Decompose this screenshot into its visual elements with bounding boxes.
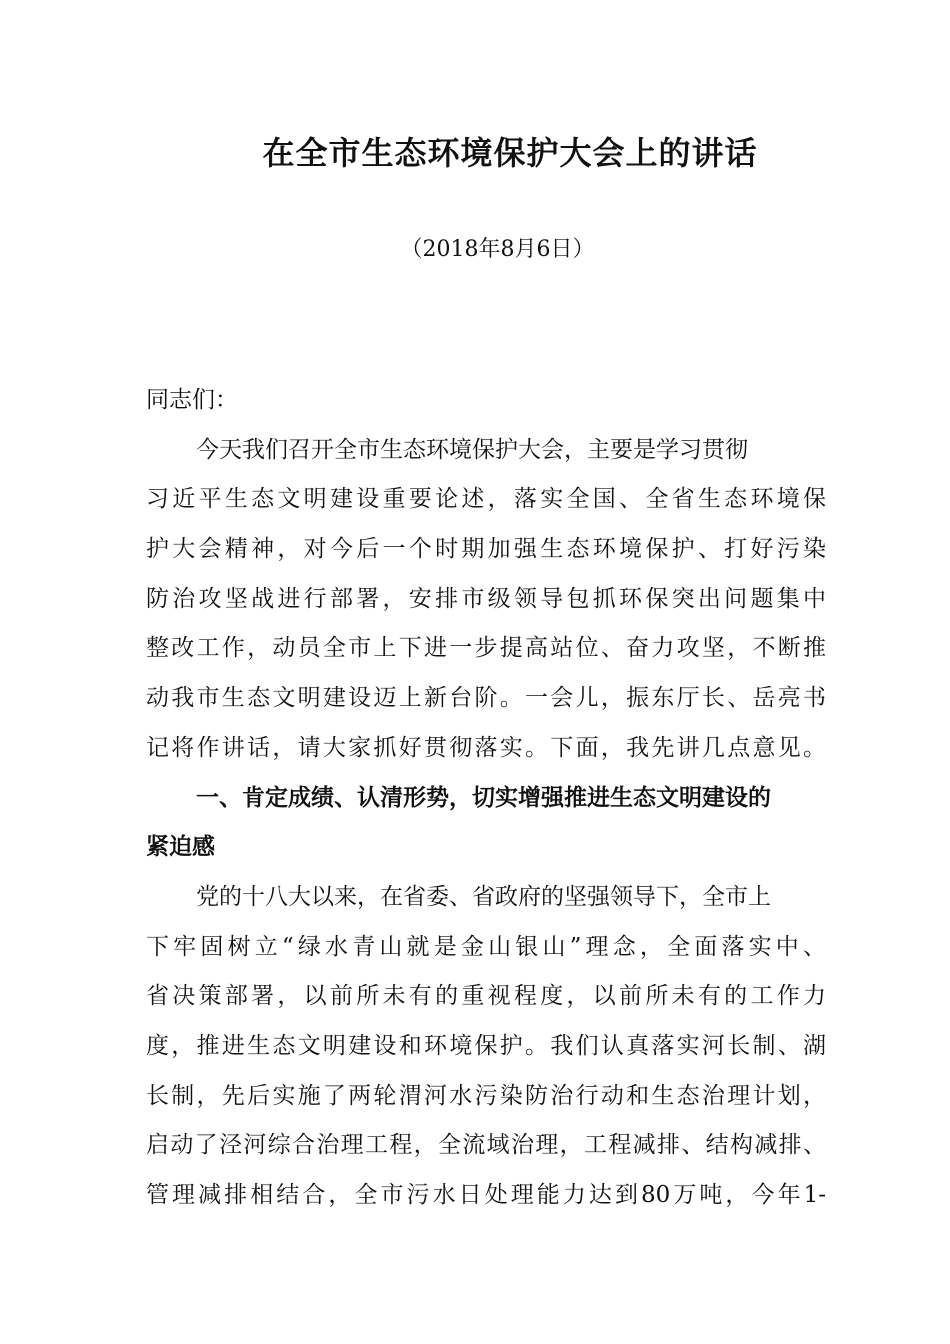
section-heading-continued: 紧迫感 — [146, 834, 215, 861]
section-heading: 一、肯定成绩、认清形势，切实增强推进生态文明建设的 — [196, 784, 771, 811]
paragraph-line: 习近平生态文明建设重要论述，落实全国、全省生态环境保 — [146, 486, 826, 513]
paragraph-line: 党的十八大以来，在省委、省政府的坚强领导下，全市上 — [196, 883, 771, 910]
paragraph-line: 护大会精神，对今后一个时期加强生态环境保护、打好污染 — [146, 536, 826, 563]
document-title: 在全市生态环境保护大会上的讲话 — [262, 134, 758, 172]
paragraph-line: 记将作讲话，请大家抓好贯彻落实。下面，我先讲几点意见。 — [146, 734, 826, 761]
paragraph-line: 动我市生态文明建设迈上新台阶。一会儿，振东厅长、岳亮书 — [146, 685, 826, 712]
paragraph-line: 启动了泾河综合治理工程，全流域治理，工程减排、结构减排、 — [146, 1132, 826, 1159]
paragraph-line: 防治攻坚战进行部署，安排市级领导包抓环保突出问题集中 — [146, 585, 826, 612]
document-date: （2018年8月6日） — [400, 237, 595, 262]
document-body — [146, 376, 826, 1221]
paragraph-line: 下牢固树立“绿水青山就是金山银山”理念，全面落实中、 — [146, 933, 826, 960]
paragraph-line: 度，推进生态文明建设和环境保护。我们认真落实河长制、湖 — [146, 1032, 826, 1059]
paragraph-line: 长制，先后实施了两轮渭河水污染防治行动和生态治理计划， — [146, 1082, 826, 1109]
paragraph-line: 今天我们召开全市生态环境保护大会，主要是学习贯彻 — [196, 436, 748, 463]
paragraph-line: 管理减排相结合，全市污水日处理能力达到80万吨，今年1- — [146, 1182, 826, 1208]
paragraph-line: 整改工作，动员全市上下进一步提高站位、奋力攻坚，不断推 — [146, 635, 826, 662]
salutation: 同志们： — [146, 387, 238, 413]
paragraph-line: 省决策部署，以前所未有的重视程度，以前所未有的工作力 — [146, 983, 826, 1010]
